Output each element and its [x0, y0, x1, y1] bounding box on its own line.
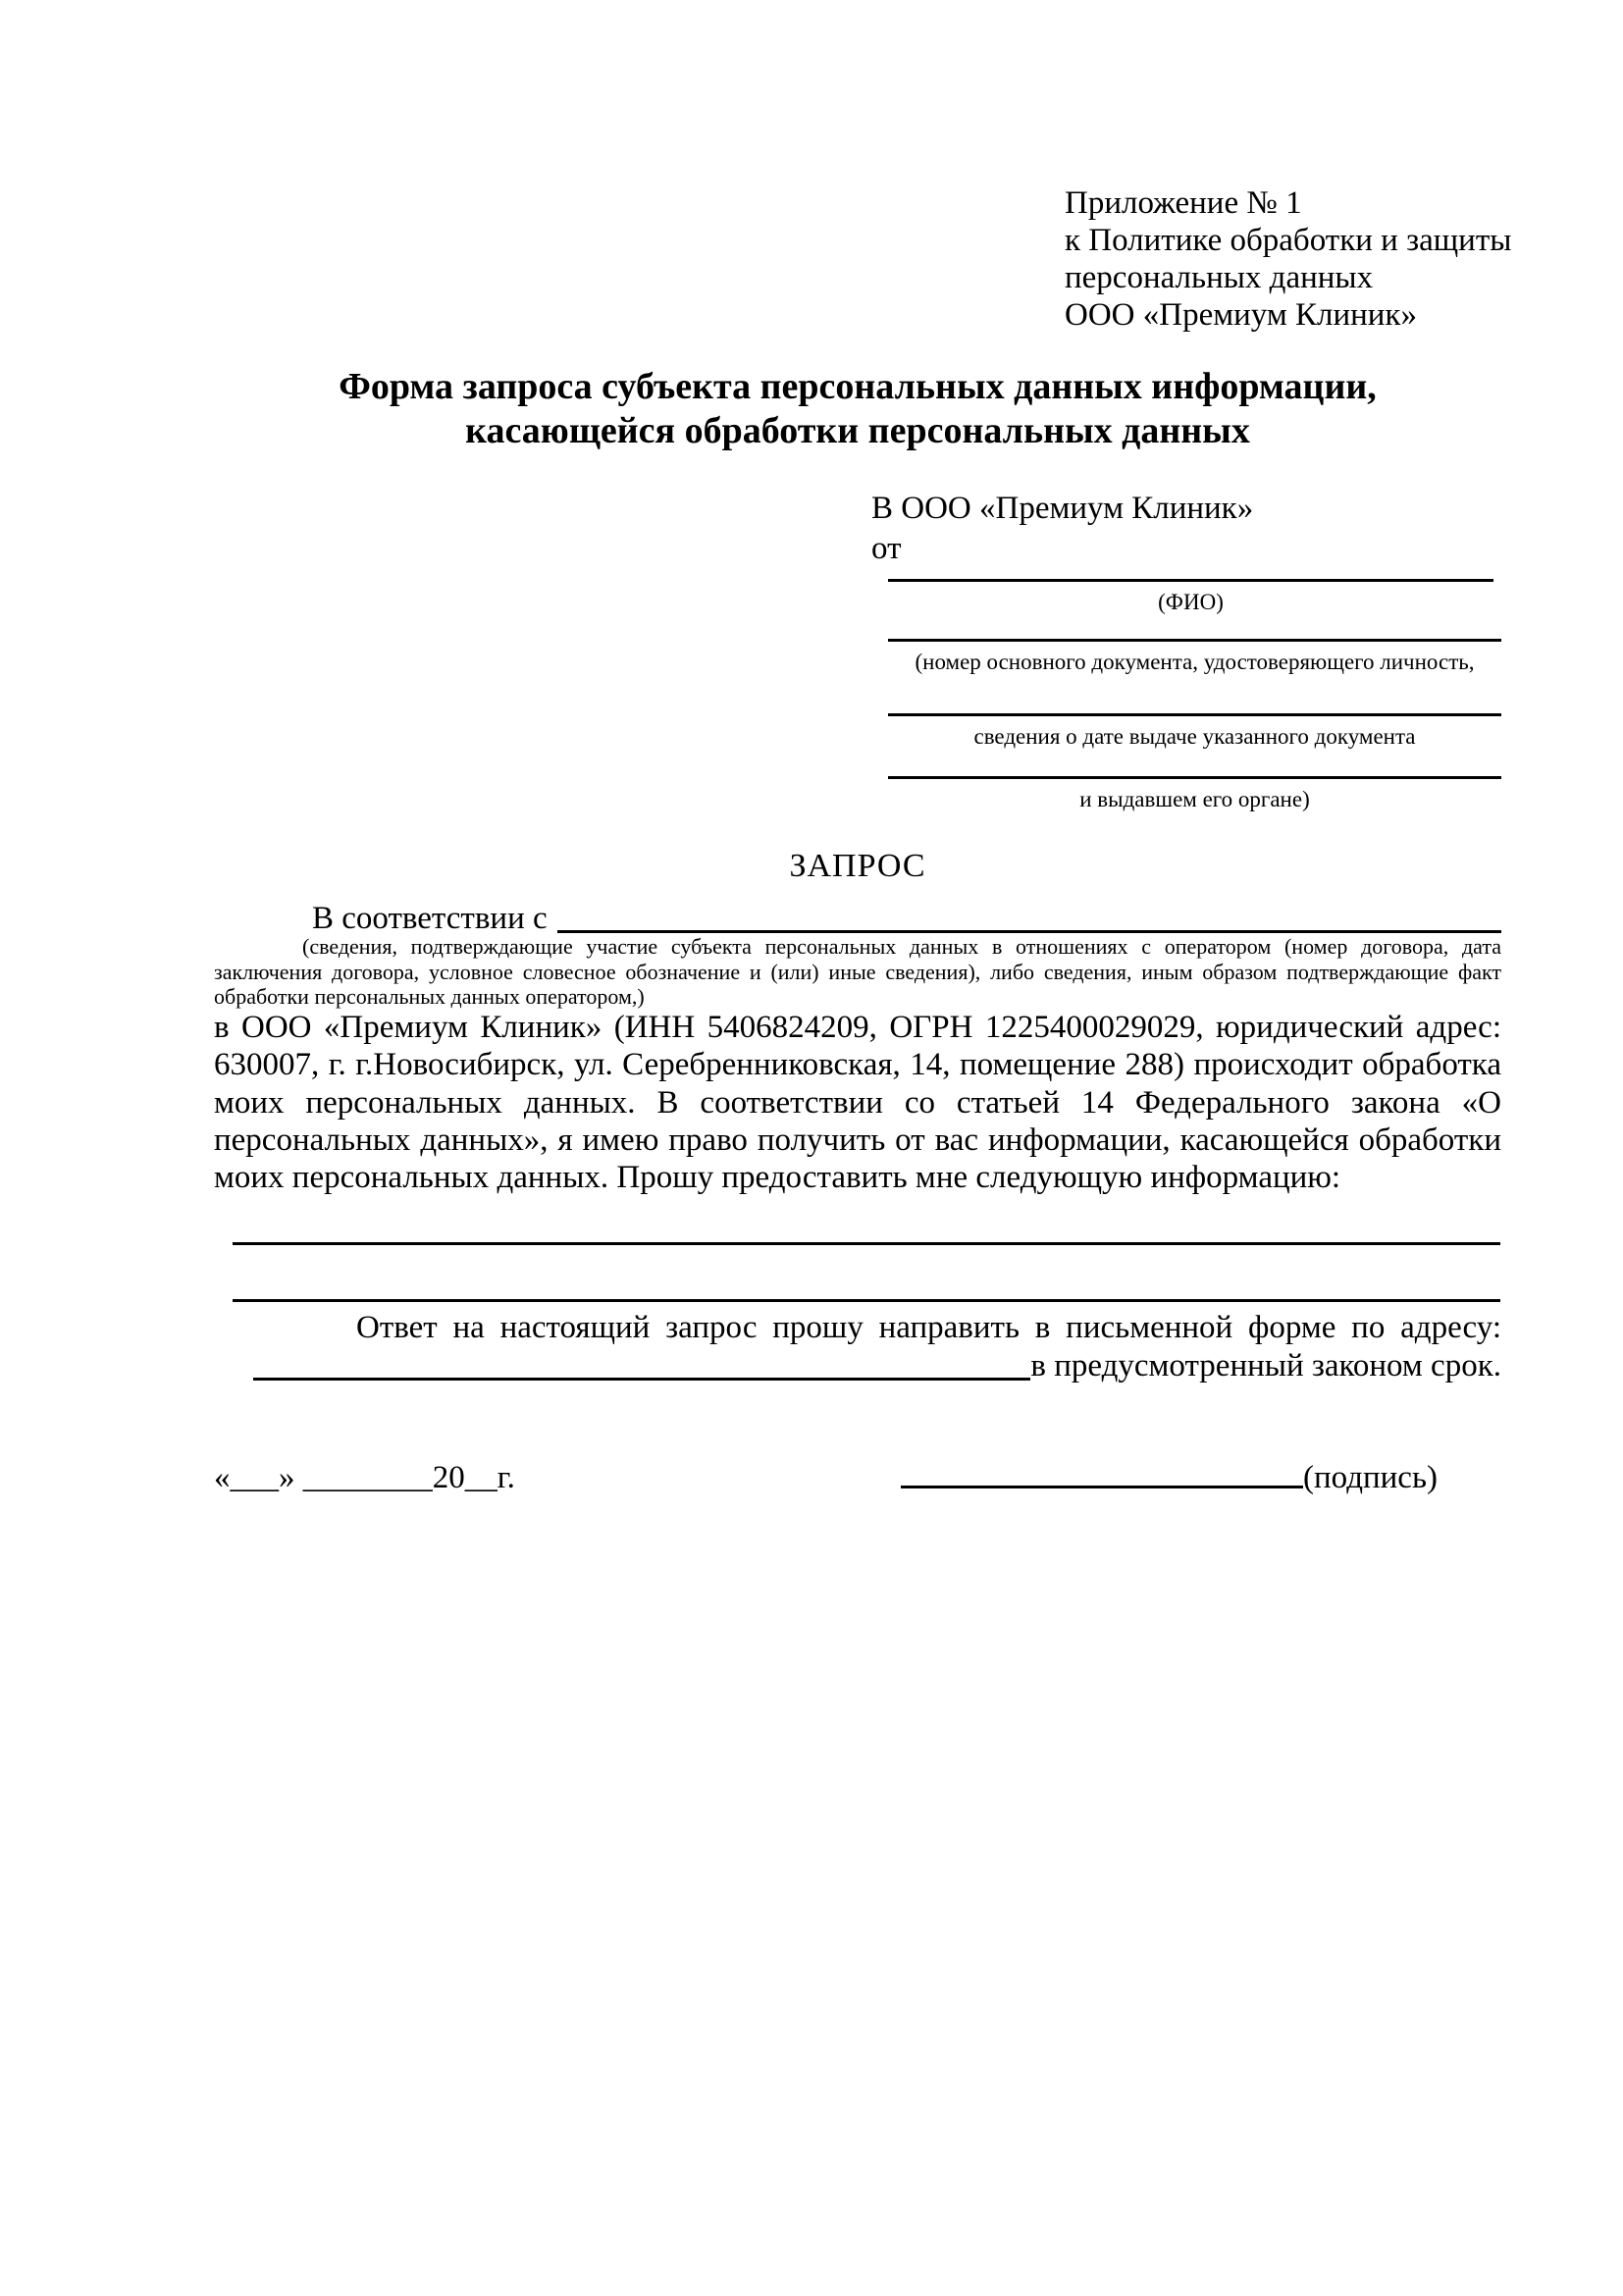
appendix-header-line: Приложение № 1: [1065, 185, 1302, 221]
appendix-header-line: ООО «Премиум Клиник»: [1065, 297, 1417, 333]
appendix-header-line: персональных данных: [1065, 260, 1374, 295]
appendix-header-line: к Политике обработки и защиты: [1065, 223, 1512, 258]
intro-prefix: В соответствии с: [312, 901, 548, 936]
doc-date-fill-line[interactable]: [888, 713, 1501, 716]
basis-fill-line[interactable]: [557, 930, 1501, 933]
doc-date-caption: сведения о дате выдаче указанного документа: [973, 724, 1416, 749]
doc-number-caption: (номер основного документа, удостоверяющего личность,: [915, 650, 1475, 674]
addressee-to: В ООО «Премиум Клиник»: [871, 491, 1254, 526]
reply-tail-row: [253, 1346, 1501, 1385]
document-title: [214, 365, 1501, 453]
info-fill-line-1[interactable]: [233, 1242, 1500, 1245]
document-title-line2: касающейся обработки персональных данных: [465, 410, 1250, 451]
date-fill-line[interactable]: «___» ________20__г.: [214, 1460, 515, 1495]
info-fill-line-2[interactable]: [233, 1299, 1500, 1302]
doc-authority-fill-line[interactable]: [888, 776, 1501, 779]
intro-row: [312, 899, 1501, 938]
reply-sentence: Ответ на настоящий запрос прошу направить в письменной форме по адресу:: [356, 1310, 1501, 1345]
fio-fill-line[interactable]: [888, 579, 1493, 582]
doc-number-fill-line[interactable]: [888, 639, 1501, 642]
request-body-paragraph: в ООО «Премиум Клиник» (ИНН 5406824209, ОГРН 1225400029029, юридический адрес: 630007, г. г.Новосибирск, ул. Серебренниковская, 14, помещение 288) происходит обработка моих персональных данных. В соответствии со статьей 14 Федерального закона «О персональных данных», я имею право получить от вас информации, касающейся обработки моих персональных данных. Прошу предоставить мне следующую информацию:: [214, 1010, 1501, 1196]
doc-authority-caption: и выдавшем его органе): [1079, 787, 1310, 811]
addressee-block: [871, 489, 1253, 569]
request-heading: ЗАПРОС: [789, 848, 926, 884]
reply-tail-text: в предусмотренный законом срок.: [1030, 1348, 1501, 1383]
signature-fill-line[interactable]: [901, 1486, 1303, 1488]
addressee-from-label: от: [871, 531, 902, 566]
fio-caption: (ФИО): [1158, 590, 1224, 614]
appendix-header: [1065, 184, 1511, 334]
intro-note: (сведения, подтверждающие участие субъекта персональных данных в отношениях с оператором (номер договора, дата заключения договора, условное словесное обозначение и (или) иные сведения), либо сведения, иным образом подтверждающие факт обработки персональных данных оператором,): [214, 934, 1501, 1009]
document-title-line1: Форма запроса субъекта персональных данных информации,: [339, 366, 1377, 407]
signature-caption: (подпись): [1303, 1460, 1438, 1495]
address-fill-line[interactable]: [253, 1378, 1030, 1381]
